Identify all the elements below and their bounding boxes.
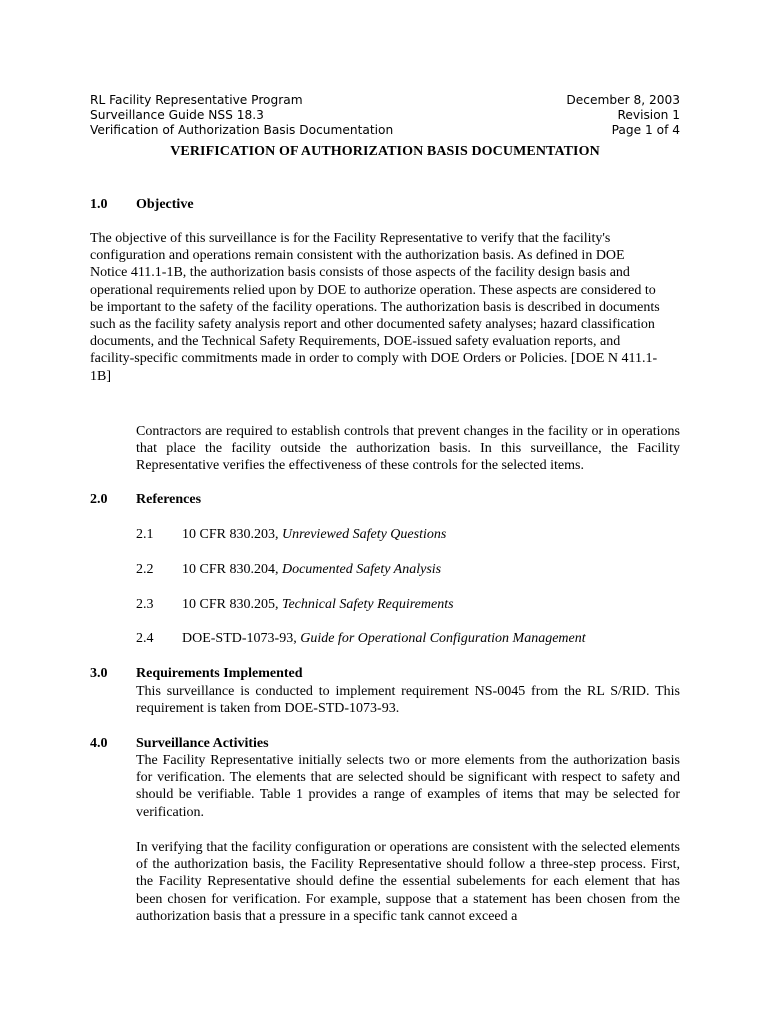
reference-item <box>136 596 454 613</box>
reference-item <box>136 630 586 647</box>
header-revision: Revision 1 <box>617 108 680 122</box>
header-subject: Verification of Authorization Basis Documentation <box>90 123 394 137</box>
section-4-paragraph-1: The Facility Representative initially selects two or more elements from the authorization basis for verification. The elements that are selected should be significant with respect to safety and should be verifiable. Table 1 provides a range of examples of items that may be selected for verification. <box>136 753 680 820</box>
section-4-number: 4.0 <box>90 736 108 751</box>
section-1-paragraph-1: The objective of this surveillance is for the Facility Representative to verify that the facility's configuration and operations remain consistent with the authorization basis. As defined in DOE Notice 411.1-1B, the authorization basis consists of those aspects of the facility design basis and operational requirements relied upon by DOE to authorize operation. These aspects are considered to be important to the safety of the facility operations. The authorization basis is described in documents such as the facility safety analysis report and other documented safety analyses; hazard classification documents, and the Technical Safety Requirements, DOE-issued safety evaluation reports, and facility-specific commitments made in order to comply with DOE Orders or Policies. [DOE N 411.1-1B] <box>90 231 660 384</box>
page-header <box>90 93 680 138</box>
section-3-heading <box>90 665 303 682</box>
reference-number: 2.3 <box>136 597 154 612</box>
section-1-title: Objective <box>136 197 194 212</box>
section-2-number: 2.0 <box>90 492 108 507</box>
reference-title: Unreviewed Safety Questions <box>281 527 447 542</box>
reference-source: 10 CFR 830.205, <box>182 597 282 612</box>
section-4-heading <box>90 735 269 752</box>
reference-source: DOE-STD-1073-93, <box>182 631 301 646</box>
section-3-title: Requirements Implemented <box>136 666 303 681</box>
section-3-paragraph: This surveillance is conducted to implement requirement NS-0045 from the RL S/RID. This requirement is taken from DOE-STD-1073-93. <box>136 684 680 717</box>
reference-title: Documented Safety Analysis <box>281 562 442 577</box>
reference-number: 2.2 <box>136 562 154 577</box>
section-2-title: References <box>136 492 202 507</box>
reference-title: Technical Safety Requirements <box>281 597 454 612</box>
reference-source: 10 CFR 830.203, <box>182 527 282 542</box>
header-page-number: Page 1 of 4 <box>611 123 680 137</box>
reference-number: 2.4 <box>136 631 154 646</box>
reference-source: 10 CFR 830.204, <box>182 562 282 577</box>
header-guide: Surveillance Guide NSS 18.3 <box>90 108 264 122</box>
section-1-paragraph-2: Contractors are required to establish controls that prevent changes in the facility or in operations that place the facility outside the authorization basis. In this surveillance, the Facility Representative verifies the effectiveness of these controls for the selected items. <box>136 424 680 474</box>
section-3-number: 3.0 <box>90 666 108 681</box>
reference-item <box>136 526 446 543</box>
section-2-heading <box>90 491 201 508</box>
reference-title: Guide for Operational Configuration Management <box>300 631 586 646</box>
reference-item <box>136 561 441 578</box>
section-1-number: 1.0 <box>90 197 108 212</box>
section-1-heading <box>90 196 194 213</box>
document-title: VERIFICATION OF AUTHORIZATION BASIS DOCUMENTATION <box>170 144 600 159</box>
reference-number: 2.1 <box>136 527 154 542</box>
section-4-paragraph-2: In verifying that the facility configuration or operations are consistent with the selected elements of the authorization basis, the Facility Representative should follow a three-step process. First, the Facility Representative should define the essential subelements for each element that has been chosen for verification. For example, suppose that a statement has been chosen from the authorization basis that a pressure in a specific tank cannot exceed a <box>136 840 680 924</box>
header-date: December 8, 2003 <box>566 93 680 107</box>
section-4-title: Surveillance Activities <box>136 736 269 751</box>
header-program: RL Facility Representative Program <box>90 93 303 107</box>
